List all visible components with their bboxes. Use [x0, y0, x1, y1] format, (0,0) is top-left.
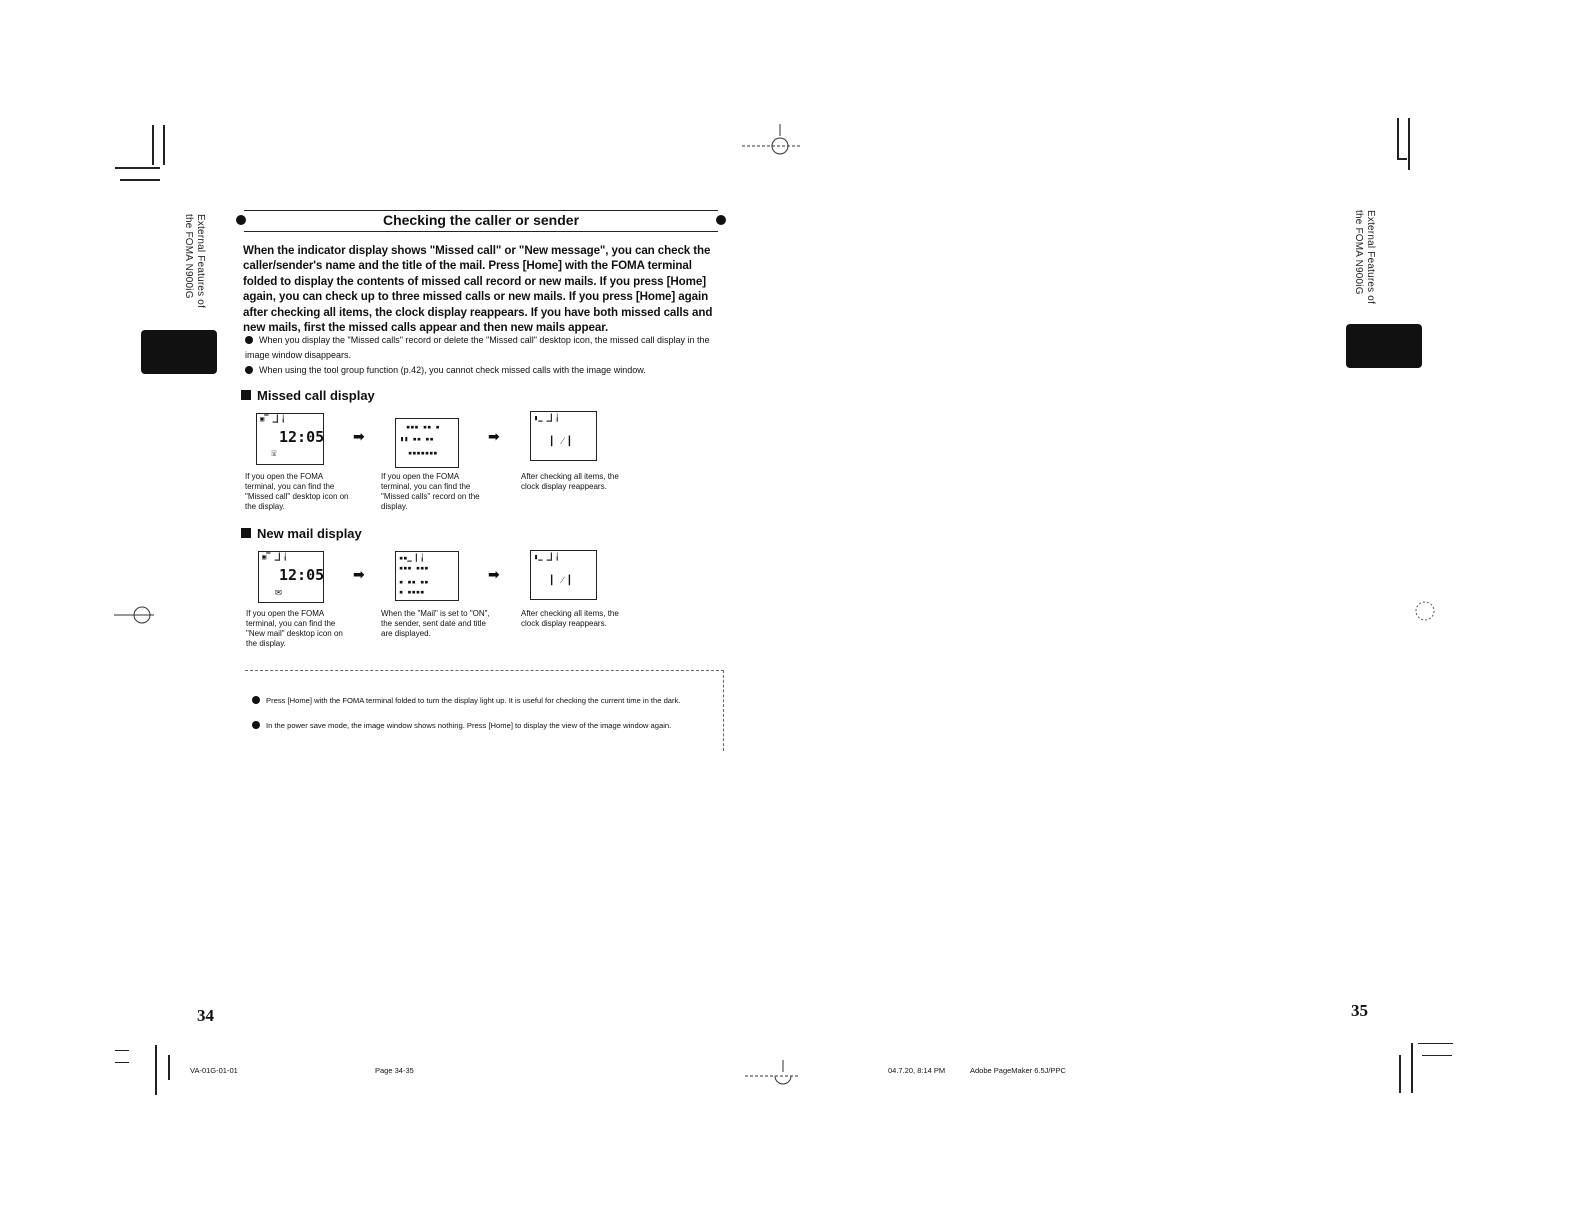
bullet-icon	[245, 336, 253, 344]
crop-mark	[163, 125, 165, 165]
side-tab-marker-right	[1346, 324, 1422, 368]
square-bullet-icon	[241, 528, 251, 538]
registration-mark-icon	[742, 124, 802, 160]
section-title-text: Missed call display	[257, 388, 375, 403]
tip-item	[252, 720, 717, 732]
note-text: When you display the "Missed calls" record or delete the "Missed call" desktop icon, the missed call display in the image window disappears.	[245, 335, 710, 360]
tip-item	[252, 695, 717, 707]
note-item	[245, 333, 715, 363]
crop-mark	[120, 179, 160, 181]
crop-mark	[1418, 1043, 1453, 1044]
screen-line: ▪▪▁ ▎╽	[399, 554, 425, 562]
registration-mark-icon	[745, 1060, 800, 1090]
note-text: When using the tool group function (p.42), you cannot check missed calls with the image window.	[259, 365, 646, 375]
phone-screen-clock-missed	[256, 413, 324, 465]
screen-line: ▪▪▪ ▪▪▪	[399, 564, 429, 572]
caption: If you open the FOMA terminal, you can find the "Missed calls" record on the display.	[381, 472, 480, 511]
status-icons: ▮▁ ▁▎╽	[534, 414, 560, 422]
phone-screen-clock-return	[530, 550, 597, 600]
crop-mark	[1411, 1043, 1413, 1093]
crop-mark	[168, 1055, 170, 1080]
phone-screen-mail-record	[395, 551, 459, 601]
screen-line: ▪ ▪▪▪▪	[399, 588, 425, 596]
square-bullet-icon	[241, 390, 251, 400]
crop-mark	[155, 1045, 157, 1095]
bullet-icon	[252, 721, 260, 729]
tip-text: In the power save mode, the image window shows nothing. Press [Home] to display the view of the image window again.	[266, 721, 672, 730]
status-icons: ▮▁ ▁▎╽	[534, 553, 560, 561]
caption: If you open the FOMA terminal, you can find the "Missed call" desktop icon on the display.	[245, 472, 349, 511]
phone-screen-clock-return	[530, 411, 597, 461]
screen-line: ▪ ▪▪ ▪▪	[399, 578, 429, 586]
footer-file-id: VA-01G-01-01	[190, 1066, 238, 1075]
crop-mark	[1408, 118, 1410, 170]
status-icons: ▣▔ ▁▎╽	[262, 553, 288, 561]
arrow-right-icon: ➡	[488, 428, 500, 444]
status-icons: ▣▔ ▁▎╽	[260, 415, 286, 423]
arrow-right-icon: ➡	[353, 428, 365, 444]
section-title-text: New mail display	[257, 526, 362, 541]
crop-mark	[1397, 158, 1407, 160]
bullet-icon	[252, 696, 260, 704]
clock-display: 12:05	[279, 566, 325, 584]
crop-mark	[115, 167, 160, 169]
screen-line: ▎ ⁄ ▎	[551, 576, 575, 586]
screen-line: ▪▪▪ ▪▪ ▪	[406, 423, 440, 431]
side-tab-label-right: External Features of the FOMA N900iG	[1353, 210, 1376, 305]
clock-display: 12:05	[279, 428, 325, 446]
section-title-missed	[241, 388, 375, 403]
page-number-right: 35	[1351, 1001, 1368, 1020]
phone-screen-clock-newmail	[258, 551, 324, 603]
registration-mark-icon	[1410, 596, 1440, 626]
crop-mark	[1397, 118, 1399, 158]
footer-app: Adobe PageMaker 6.5J/PPC	[970, 1066, 1066, 1075]
phone-screen-missed-record	[395, 418, 459, 468]
envelope-icon: ✉	[275, 585, 282, 598]
caption: After checking all items, the clock display reappears.	[521, 472, 619, 491]
screen-line: ▪▪▪▪▪▪▪	[408, 449, 438, 457]
page-title: Checking the caller or sender	[382, 212, 580, 228]
screen-line: ▮▮ ▪▪ ▪▪	[400, 435, 434, 443]
crop-mark	[115, 1062, 129, 1063]
intro-paragraph: When the indicator display shows "Missed call" or "New message", you can check the caller/sender's name and the title of the mail. Press [Home] with the FOMA terminal folded to display the contents of missed call record or new mails. If you press [Home] again, you can check up to three missed calls or new mails. If you press [Home] again after checking all items, the clock display reappears. If you have both missed calls and new mails, first the missed calls appear and then new mails appear.	[243, 244, 713, 335]
footer-date: 04.7.20, 8:14 PM	[888, 1066, 946, 1075]
section-heading	[236, 210, 726, 234]
tip-text: Press [Home] with the FOMA terminal folded to turn the display light up. It is useful for checking the current time in the dark.	[266, 696, 681, 705]
bullet-icon	[245, 366, 253, 374]
caption: When the "Mail" is set to "ON", the sender, sent date and title are displayed.	[381, 609, 490, 638]
side-tab-label-left: External Features of the FOMA N900iG	[183, 214, 206, 309]
section-title-newmail	[241, 526, 362, 541]
crop-mark	[1422, 1055, 1452, 1056]
caption: If you open the FOMA terminal, you can find the "New mail" desktop icon on the display.	[246, 609, 343, 648]
crop-mark	[152, 125, 154, 165]
crop-mark	[115, 1050, 129, 1051]
footer-pages: Page 34-35	[375, 1066, 414, 1075]
note-item	[245, 363, 715, 378]
screen-line: ▎ ⁄ ▎	[551, 437, 575, 447]
caption: After checking all items, the clock display reappears.	[521, 609, 619, 628]
missed-call-icon: ☏	[271, 448, 278, 459]
crop-mark	[1399, 1055, 1401, 1093]
arrow-right-icon: ➡	[488, 566, 500, 582]
side-tab-marker-left	[141, 330, 217, 374]
registration-mark-icon	[114, 600, 154, 630]
page-number-left: 34	[197, 1006, 214, 1025]
tip-box	[245, 670, 724, 751]
arrow-right-icon: ➡	[353, 566, 365, 582]
